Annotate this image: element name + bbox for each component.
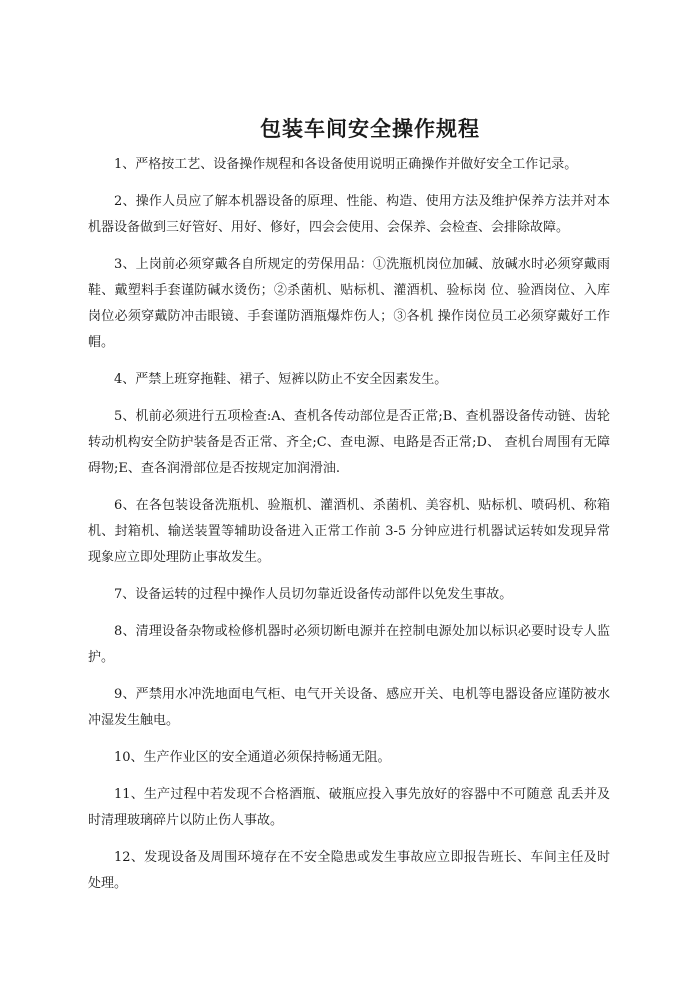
rule-item-1: 1、严格按工艺、设备操作规程和各设备使用说明正确操作并做好安全工作记录。 bbox=[114, 157, 578, 172]
rule-item-3: 3、上岗前必须穿戴各自所规定的劳保用品：①洗瓶机岗位加碱、放碱水时必须穿戴雨鞋、戴塑料手套谨防碱水烫伤；②杀菌机、贴标机、灌酒机、验标岗 位、验酒岗位、入库岗位必须穿戴防冲击眼镜、手套谨防酒瓶爆炸伤人；③各机 操作岗位员工必须穿戴好工作帽。 bbox=[88, 257, 610, 350]
rule-item-9: 9、严禁用水冲洗地面电气柜、电气开关设备、感应开关、电机等电器设备应谨防被水冲湿发生触电。 bbox=[88, 687, 610, 728]
document-title: 包装车间安全操作规程 bbox=[260, 116, 480, 141]
rule-item-12: 12、发现设备及周围环境存在不安全隐患或发生事故应立即报告班长、车间主任及时处理。 bbox=[88, 850, 610, 891]
rule-item-11: 11、生产过程中若发现不合格酒瓶、破瓶应投入事先放好的容器中不可随意 乱丢并及时清理玻璃碎片以防止伤人事故。 bbox=[88, 787, 610, 828]
rule-item-8: 8、清理设备杂物或检修机器时必须切断电源并在控制电源处加以标识必要时设专人监护。 bbox=[88, 624, 610, 665]
rule-item-2: 2、操作人员应了解本机器设备的原理、性能、构造、使用方法及维护保养方法并对本机器设备做到三好管好、用好、修好，四会会使用、会保养、会检查、会排除故障。 bbox=[88, 194, 610, 235]
rule-item-10: 10、生产作业区的安全通道必须保持畅通无阻。 bbox=[114, 750, 391, 765]
rule-item-6: 6、在各包装设备洗瓶机、验瓶机、灌酒机、杀菌机、美容机、贴标机、喷码机、称箱机、封箱机、输送装置等辅助设备进入正常工作前 3-5 分钟应进行机器试运转如发现异常现象应立即处理防止事故发生。 bbox=[88, 498, 610, 565]
document-body bbox=[88, 152, 610, 908]
rule-item-5: 5、机前必须进行五项检查:A、查机各传动部位是否正常;B、查机器设备传动链、齿轮转动机构安全防护装备是否正常、齐全;C、查电源、电路是否正常;D、 查机台周围有无障碍物;E、查各润滑部位是否按规定加润滑油. bbox=[88, 409, 610, 476]
rule-item-7: 7、设备运转的过程中操作人员切勿靠近设备传动部件以免发生事故。 bbox=[114, 587, 513, 602]
rule-item-4: 4、严禁上班穿拖鞋、裙子、短裤以防止不安全因素发生。 bbox=[114, 372, 448, 387]
